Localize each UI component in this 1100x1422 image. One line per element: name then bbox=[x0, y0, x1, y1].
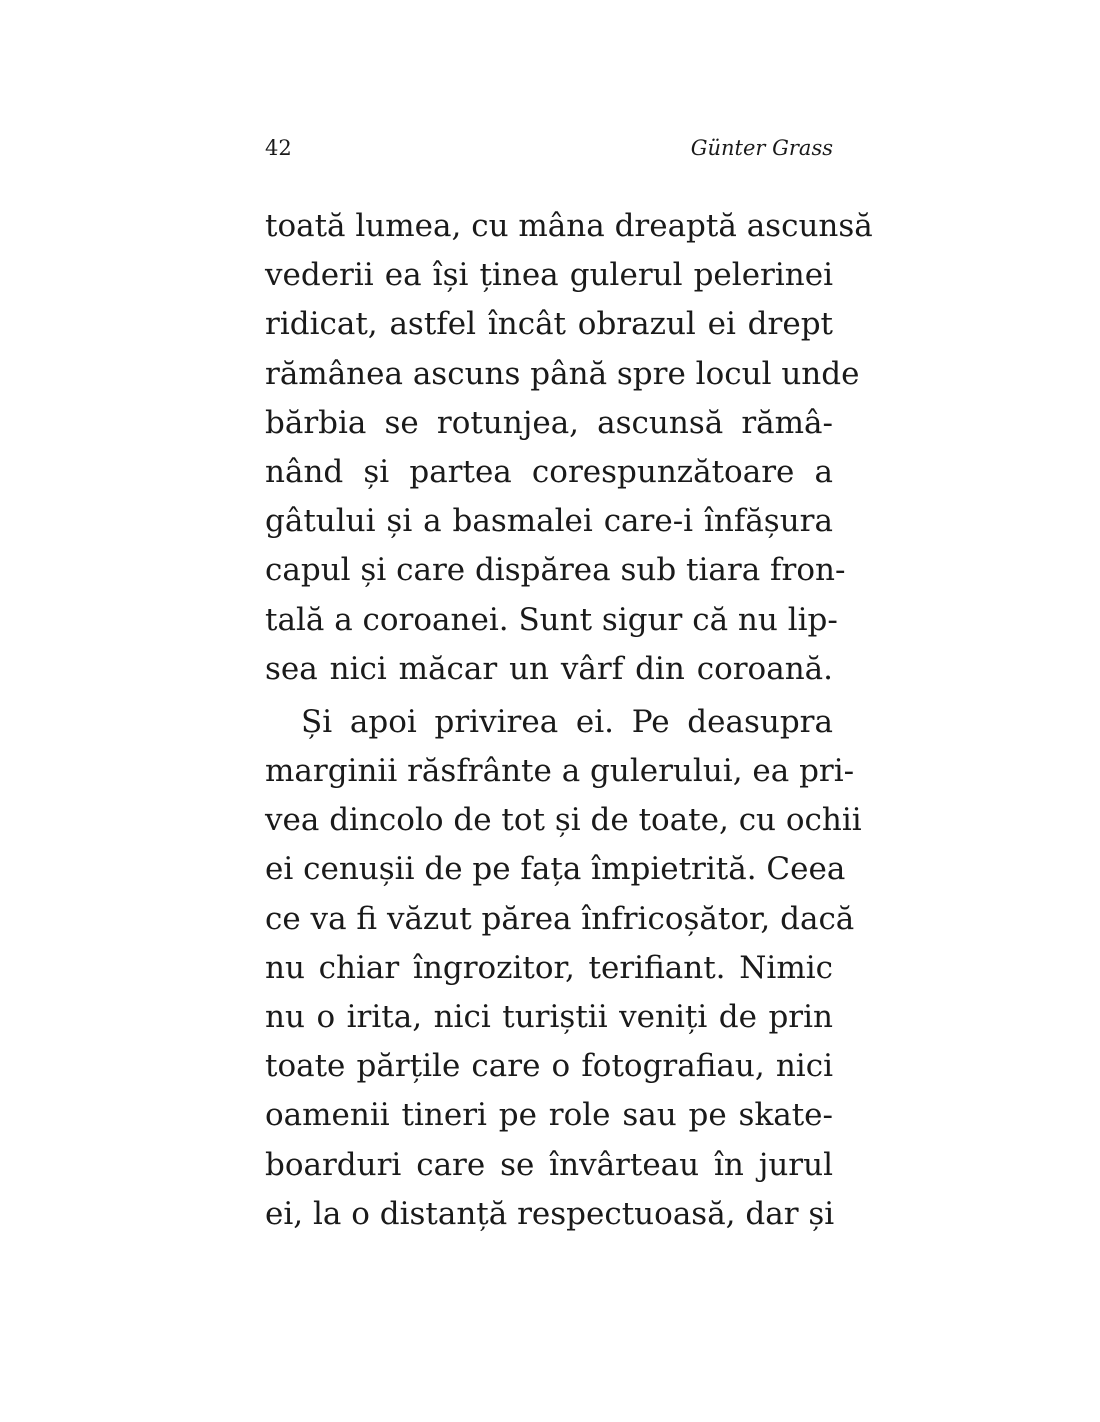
text-line: nând și partea corespunzătoare a bbox=[265, 453, 833, 490]
text-line: nu o irita, nici turiștii veniți de prin bbox=[265, 999, 833, 1035]
paragraph bbox=[265, 698, 862, 1239]
text-line: bărbia se rotunjea, ascunsă rămâ- bbox=[265, 404, 833, 441]
text-line: vederii ea își ținea gulerul pelerinei bbox=[265, 257, 833, 294]
text-line: vea dincolo de tot și de toate, cu ochii bbox=[265, 802, 862, 839]
page-number: 42 bbox=[265, 136, 292, 160]
text-line: sea nici măcar un vârf din coroană. bbox=[265, 650, 833, 687]
text-line: Și apoi privirea ei. Pe deasupra bbox=[301, 703, 833, 740]
text-line: toată lumea, cu mâna dreaptă ascunsă bbox=[265, 208, 873, 244]
text-line: tală a coroanei. Sunt sigur că nu lip- bbox=[265, 601, 838, 638]
page-header bbox=[265, 136, 833, 168]
text-line: ridicat, astfel încât obrazul ei drept bbox=[265, 306, 833, 343]
text-line: nu chiar îngrozitor, terifiant. Nimic bbox=[265, 949, 833, 986]
text-line: ce va fi văzut părea înfricoșător, dacă bbox=[265, 900, 855, 937]
body-text bbox=[265, 202, 873, 1243]
text-line: oamenii tineri pe role sau pe skate- bbox=[265, 1097, 833, 1134]
running-head-author: Günter Grass bbox=[690, 136, 833, 160]
text-line: capul și care dispărea sub tiara fron- bbox=[265, 552, 846, 589]
text-line: gâtului și a basmalei care-i înfășura bbox=[265, 503, 833, 540]
text-line: ei, la o distanță respectuoasă, dar și bbox=[265, 1195, 835, 1232]
paragraph bbox=[265, 202, 873, 694]
text-line: marginii răsfrânte a gulerului, ea pri- bbox=[265, 753, 855, 790]
text-line: boarduri care se învârteau în jurul bbox=[265, 1146, 833, 1183]
text-line: rămânea ascuns până spre locul unde bbox=[265, 355, 860, 392]
text-line: ei cenușii de pe fața împietrită. Ceea bbox=[265, 851, 846, 888]
text-line: toate părțile care o fotografiau, nici bbox=[265, 1048, 833, 1085]
